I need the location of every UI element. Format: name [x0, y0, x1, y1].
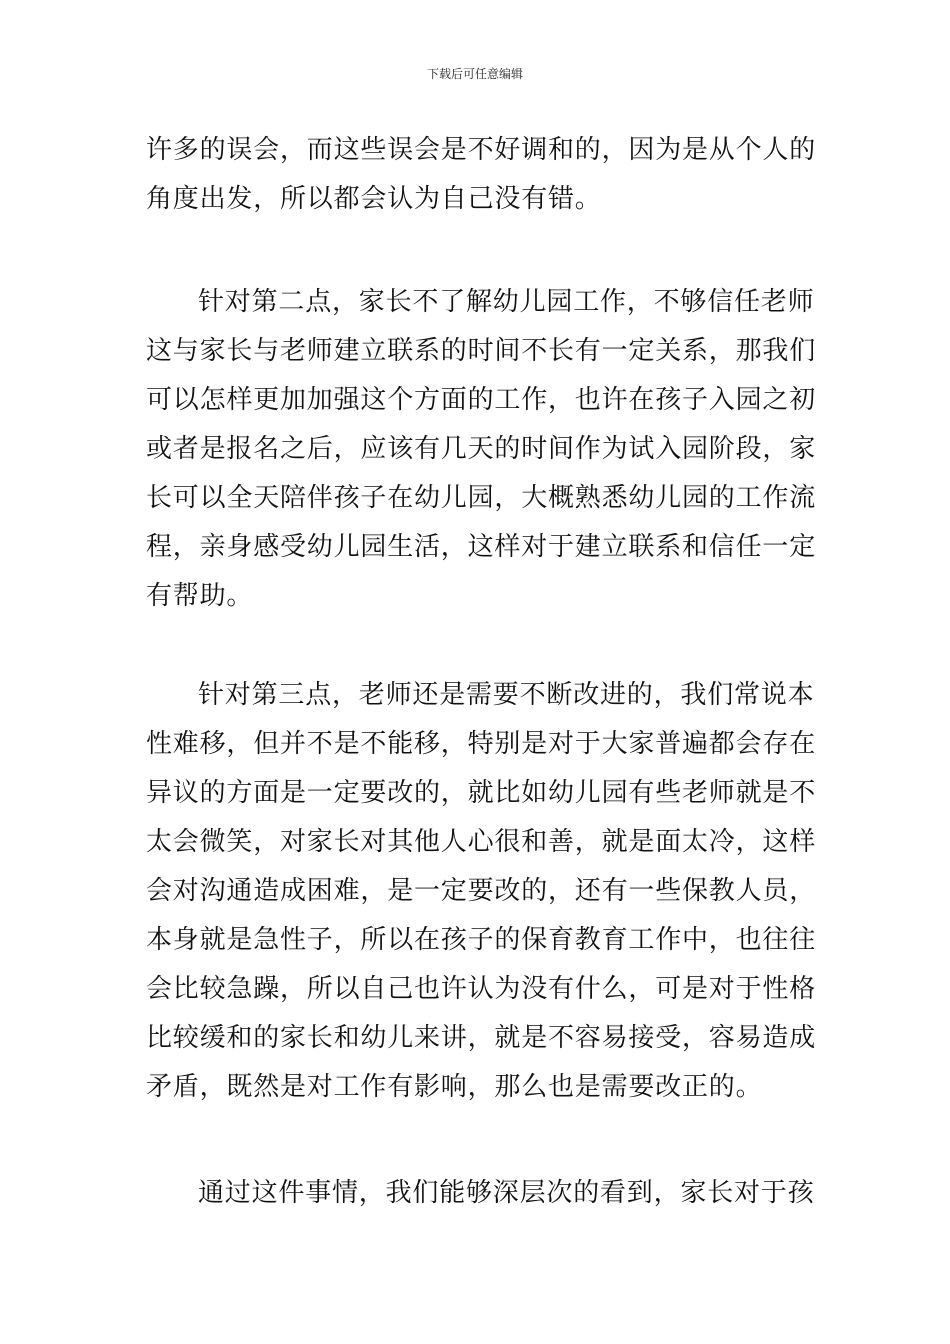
paragraph-line: 异议的方面是一定要改的，就比如幼儿园有些老师就是不	[146, 778, 817, 808]
paragraph-4	[146, 1169, 815, 1218]
page-header: 下载后可任意编辑	[426, 67, 523, 81]
paragraph-3	[146, 671, 817, 1112]
paragraph-line: 通过这件事情，我们能够深层次的看到，家长对于孩	[198, 1178, 815, 1208]
paragraph-line: 有帮助。	[146, 581, 254, 611]
paragraph-line: 太会微笑，对家长对其他人心很和善，就是面太冷，这样	[146, 827, 817, 857]
paragraph-line: 比较缓和的家长和幼儿来讲，就是不容易接受，容易造成	[146, 1023, 817, 1053]
paragraph-line: 本身就是急性子，所以在孩子的保育教育工作中，也往往	[146, 925, 817, 955]
paragraph-line: 性难移，但并不是不能移，特别是对于大家普遍都会存在	[146, 729, 817, 759]
paragraph-line: 角度出发，所以都会认为自己没有错。	[146, 184, 602, 214]
paragraph-line: 会比较急躁，所以自己也许认为没有什么，可是对于性格	[146, 974, 817, 1004]
paragraph-2	[146, 278, 817, 621]
paragraph-line: 会对沟通造成困难，是一定要改的，还有一些保教人员，	[146, 876, 817, 906]
paragraph-line: 许多的误会，而这些误会是不好调和的，因为是从个人的	[146, 135, 817, 165]
paragraph-line: 针对第三点，老师还是需要不断改进的，我们常说本	[198, 680, 815, 710]
paragraph-line: 针对第二点，家长不了解幼儿园工作，不够信任老师	[198, 287, 815, 317]
paragraph-line: 这与家长与老师建立联系的时间不长有一定关系，那我们	[146, 336, 817, 366]
paragraph-line: 程，亲身感受幼儿园生活，这样对于建立联系和信任一定	[146, 532, 817, 562]
paragraph-1	[146, 126, 817, 224]
paragraph-line: 或者是报名之后，应该有几天的时间作为试入园阶段，家	[146, 434, 817, 464]
paragraph-line: 长可以全天陪伴孩子在幼儿园，大概熟悉幼儿园的工作流	[146, 483, 817, 513]
paragraph-line: 矛盾，既然是对工作有影响，那么也是需要改正的。	[146, 1072, 763, 1102]
paragraph-line: 可以怎样更加加强这个方面的工作，也许在孩子入园之初	[146, 385, 817, 415]
